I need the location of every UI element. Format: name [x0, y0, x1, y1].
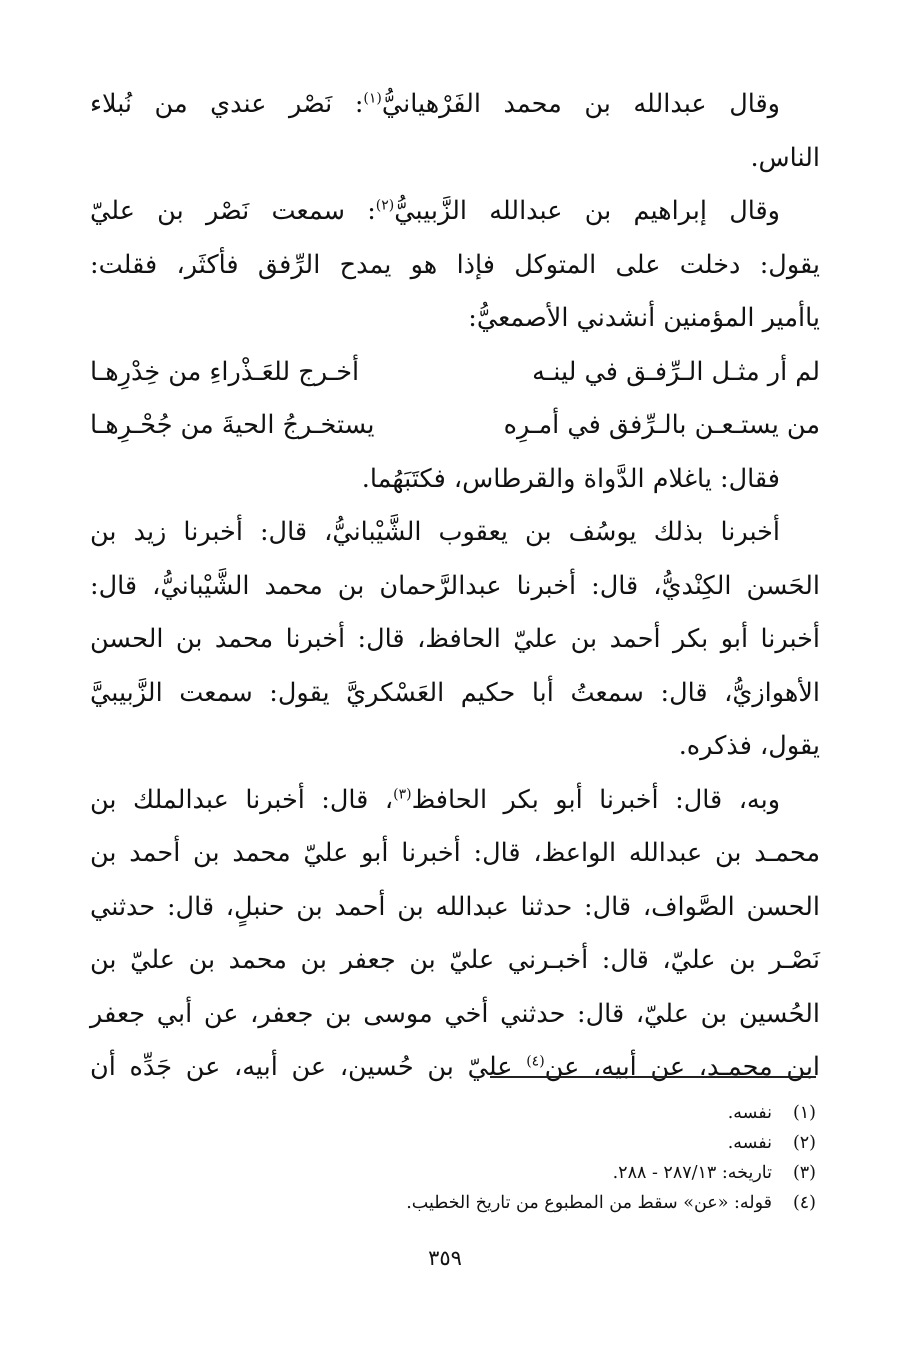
text-line	[90, 613, 820, 667]
text-line	[90, 185, 820, 239]
footnote-separator	[490, 1076, 816, 1078]
text-segment: فقال: ياغلام الدَّواة والقرطاس، فكتَبَهُما.	[361, 463, 780, 494]
text-line	[90, 774, 820, 828]
text-segment: ابن محمـد، عن أبيه، عن	[544, 1052, 821, 1082]
text-line	[90, 720, 820, 774]
text-line	[90, 1041, 820, 1095]
text-line	[90, 988, 820, 1042]
text-segment: أخبرنا بذلك يوسُف بن يعقوب الشَّيْبانيُّ، قال: أخبرنا زيد بن	[90, 517, 780, 547]
poem-verse	[90, 399, 820, 453]
text-segment: الحُسين بن عليّ، قال: حدثني أخي موسى بن جعفر، عن أبي جعفر	[90, 998, 820, 1029]
text-segment: يقول، فذكره.	[678, 731, 820, 761]
footnote-reference[interactable]: (٣)	[393, 786, 412, 802]
text-line	[90, 506, 820, 560]
text-line	[90, 934, 820, 988]
text-line	[90, 560, 820, 614]
footnote-number: (١)	[792, 1103, 816, 1123]
text-segment: وقال إبراهيم بن عبدالله الزَّبيبيُّ	[394, 196, 780, 226]
text-segment: عليّ بن حُسين، عن أبيه، عن جَدِّه أن	[90, 1052, 527, 1082]
text-segment: الحَسن الكِنْديُّ، قال: أخبرنا عبدالرَّحمان بن محمد الشَّيْبانيُّ، قال:	[90, 570, 820, 601]
footnote-number: (٢)	[792, 1133, 816, 1153]
footnote	[470, 1098, 816, 1128]
text-segment: نَصْـر بن عليّ، قال: أخبـرني عليّ بن جعفر بن محمد بن عليّ بن	[90, 945, 820, 975]
text-line	[90, 453, 820, 507]
footnote-number: (٤)	[792, 1193, 816, 1213]
page-number: ٣٥٩	[428, 1246, 462, 1270]
text-segment: أخبرنا أبو بكر أحمد بن عليّ الحافظ، قال: أخبرنا محمد بن الحسن	[90, 624, 820, 654]
main-text	[90, 78, 820, 1095]
footnote-reference[interactable]: (٤)	[526, 1053, 545, 1070]
footnote-number: (٣)	[792, 1163, 816, 1183]
verse-first-hemistich: لم أر مثـل الـرِّفـق في لينـه	[532, 356, 820, 387]
text-segment: الناس.	[750, 142, 820, 173]
text-segment: ، قال: أخبرنا عبدالملك بن	[90, 784, 394, 815]
footnote-text: نفسه.	[727, 1133, 772, 1153]
text-line	[90, 78, 820, 132]
text-segment: محمـد بن عبدالله الواعظ، قال: أخبرنا أبو عليّ محمد بن أحمد بن	[90, 838, 820, 868]
text-segment: وبه، قال: أخبرنا أبو بكر الحافظ	[411, 784, 781, 815]
text-line	[90, 132, 820, 186]
text-segment: وقال عبدالله بن محمد الفَرْهيانيُّ	[381, 89, 780, 119]
footnotes	[406, 1098, 816, 1218]
footnote-reference[interactable]: (١)	[363, 90, 382, 107]
text-segment: يقول: دخلت على المتوكل فإذا هو يمدح الرِّفق فأكثَر، فقلت:	[90, 249, 820, 280]
footnote	[470, 1128, 816, 1158]
text-line	[90, 667, 820, 721]
footnote-text: تاريخه: ٢٨٧/١٣ - ٢٨٨.	[612, 1163, 772, 1183]
footnote-text: نفسه.	[727, 1103, 772, 1123]
footnote-text: قوله: «عن» سقط من المطبوع من تاريخ الخطيب.	[406, 1193, 772, 1213]
text-line	[90, 827, 820, 881]
footnote	[406, 1188, 816, 1218]
poem-verse	[90, 346, 820, 400]
text-segment: ياأمير المؤمنين أنشدني الأصمعيُّ:	[468, 303, 820, 333]
text-segment: الأهوازيُّ، قال: سمعتُ أبا حكيم العَسْكريَّ يقول: سمعت الزَّبيبيَّ	[90, 677, 820, 708]
text-segment: : نَصْر عندي من نُبلاء	[90, 89, 364, 119]
footnote-reference[interactable]: (٢)	[375, 197, 395, 214]
verse-second-hemistich: يستخـرجُ الحيةَ من جُحْـرِهـا	[90, 410, 375, 440]
verse-second-hemistich: أخـرج للعَـذْراءِ من خِدْرِهـا	[90, 356, 360, 387]
text-line	[90, 292, 820, 346]
text-segment: : سمعت نَصْر بن عليّ	[90, 196, 376, 226]
text-line	[90, 881, 820, 935]
text-line	[90, 239, 820, 293]
footnote	[470, 1158, 816, 1188]
verse-first-hemistich: من يستـعـن بالـرِّفق في أمـرِه	[503, 410, 820, 440]
text-segment: الحسن الصَّواف، قال: حدثنا عبدالله بن أحمد بن حنبلٍ، قال: حدثني	[90, 891, 820, 922]
